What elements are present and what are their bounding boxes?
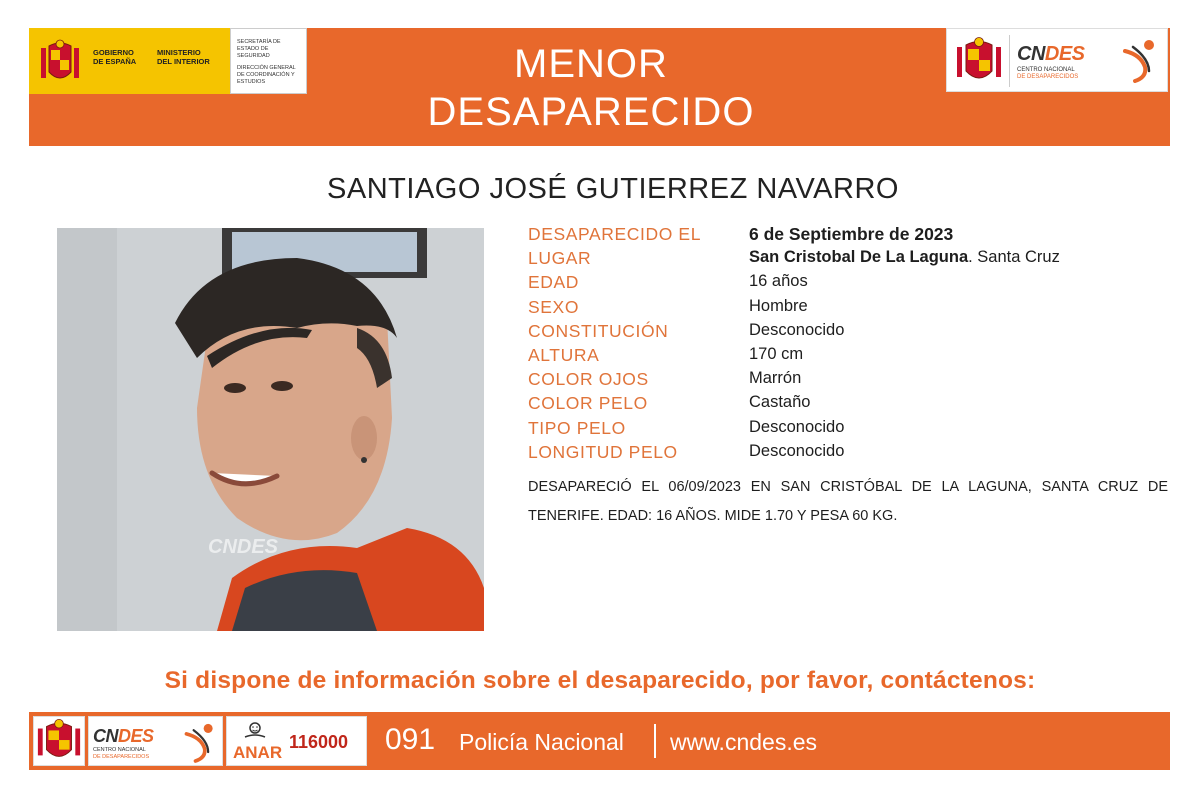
government-logo-block <box>29 28 307 94</box>
detail-value: Marrón <box>749 369 802 388</box>
secretaria-box <box>230 28 307 94</box>
detail-label: DESAPARECIDO EL <box>528 224 702 244</box>
title-line-1: MENOR <box>514 42 668 86</box>
header-banner <box>29 28 1170 146</box>
spain-coat-of-arms-icon <box>39 38 81 86</box>
detail-value: Hombre <box>749 296 808 315</box>
website-link[interactable]: www.cndes.es <box>670 729 818 755</box>
detail-value: Desconocido <box>749 417 845 436</box>
footer-divider <box>654 724 656 758</box>
detail-label: SEXO <box>528 296 580 317</box>
detail-label: LONGITUD PELO <box>528 441 678 462</box>
footer-banner <box>29 712 1170 770</box>
case-description: DESAPARECIÓ EL 06/09/2023 EN SAN CRISTÓBAL DE LA LAGUNA, SANTA CRUZ DE TENERIFE. EDAD: 16 AÑOS. MIDE 1.70 Y PESA 60 KG. <box>528 479 1168 524</box>
footer-shield-box <box>33 716 85 766</box>
detail-value: Desconocido <box>749 320 845 339</box>
cndes-logo <box>1013 35 1163 87</box>
police-phone-number: 091 <box>385 723 436 756</box>
detail-label: LUGAR <box>528 248 592 269</box>
cndes-subtitle: CENTRO NACIONAL DE DESAPARECIDOS <box>93 747 150 760</box>
detail-label: COLOR PELO <box>528 393 648 414</box>
detail-label: TIPO PELO <box>528 417 626 438</box>
direccion-text: DIRECCIÓN GENERAL DE COORDINACIÓN Y ESTUDIOS <box>237 65 296 85</box>
cndes-subtitle: CENTRO NACIONAL DE DESAPARECIDOS <box>1017 67 1079 80</box>
detail-label: ALTURA <box>528 344 600 365</box>
detail-value: San Cristobal De La Laguna. Santa Cruz <box>749 248 1060 267</box>
title-line-2: DESAPARECIDO <box>427 90 755 134</box>
detail-label: EDAD <box>528 272 580 293</box>
spain-coat-of-arms-icon <box>953 35 1005 87</box>
logo-divider <box>1009 35 1010 87</box>
photo-watermark: CNDES <box>208 536 279 558</box>
anar-phone-number: 116000 <box>289 732 349 752</box>
detail-label: CONSTITUCIÓN <box>528 320 669 341</box>
missing-person-photo <box>57 228 484 631</box>
missing-person-name: SANTIAGO JOSÉ GUTIERREZ NAVARRO <box>327 173 899 205</box>
cndes-wordmark: CNDES <box>1017 43 1085 65</box>
police-name: Policía Nacional <box>459 729 624 755</box>
detail-label: COLOR OJOS <box>528 369 649 390</box>
detail-value: Desconocido <box>749 441 845 460</box>
detail-value: 6 de Septiembre de 2023 <box>749 224 954 244</box>
anar-label: ANAR <box>233 743 283 762</box>
gov-espana-text: GOBIERNO DE ESPAÑA <box>93 48 137 66</box>
anar-child-icon <box>243 721 267 745</box>
poster-title <box>299 40 883 136</box>
cndes-header-logo <box>946 28 1168 92</box>
anar-logo <box>226 716 367 766</box>
cndes-runner-icon <box>1119 37 1161 83</box>
cndes-wordmark: CNDES <box>93 726 154 746</box>
call-to-action: Si dispone de información sobre el desaparecido, por favor, contáctenos: <box>164 667 1036 694</box>
detail-value: 16 años <box>749 272 808 291</box>
ministry-interior-text: MINISTERIO DEL INTERIOR <box>157 48 210 66</box>
detail-value: Castaño <box>749 393 811 412</box>
footer-cndes-logo <box>88 716 223 766</box>
detail-value: 170 cm <box>749 344 804 363</box>
cndes-runner-icon <box>181 721 219 763</box>
spain-coat-of-arms-icon <box>34 717 84 765</box>
secretaria-text: SECRETARÍA DE ESTADO DE SEGURIDAD <box>237 39 281 59</box>
